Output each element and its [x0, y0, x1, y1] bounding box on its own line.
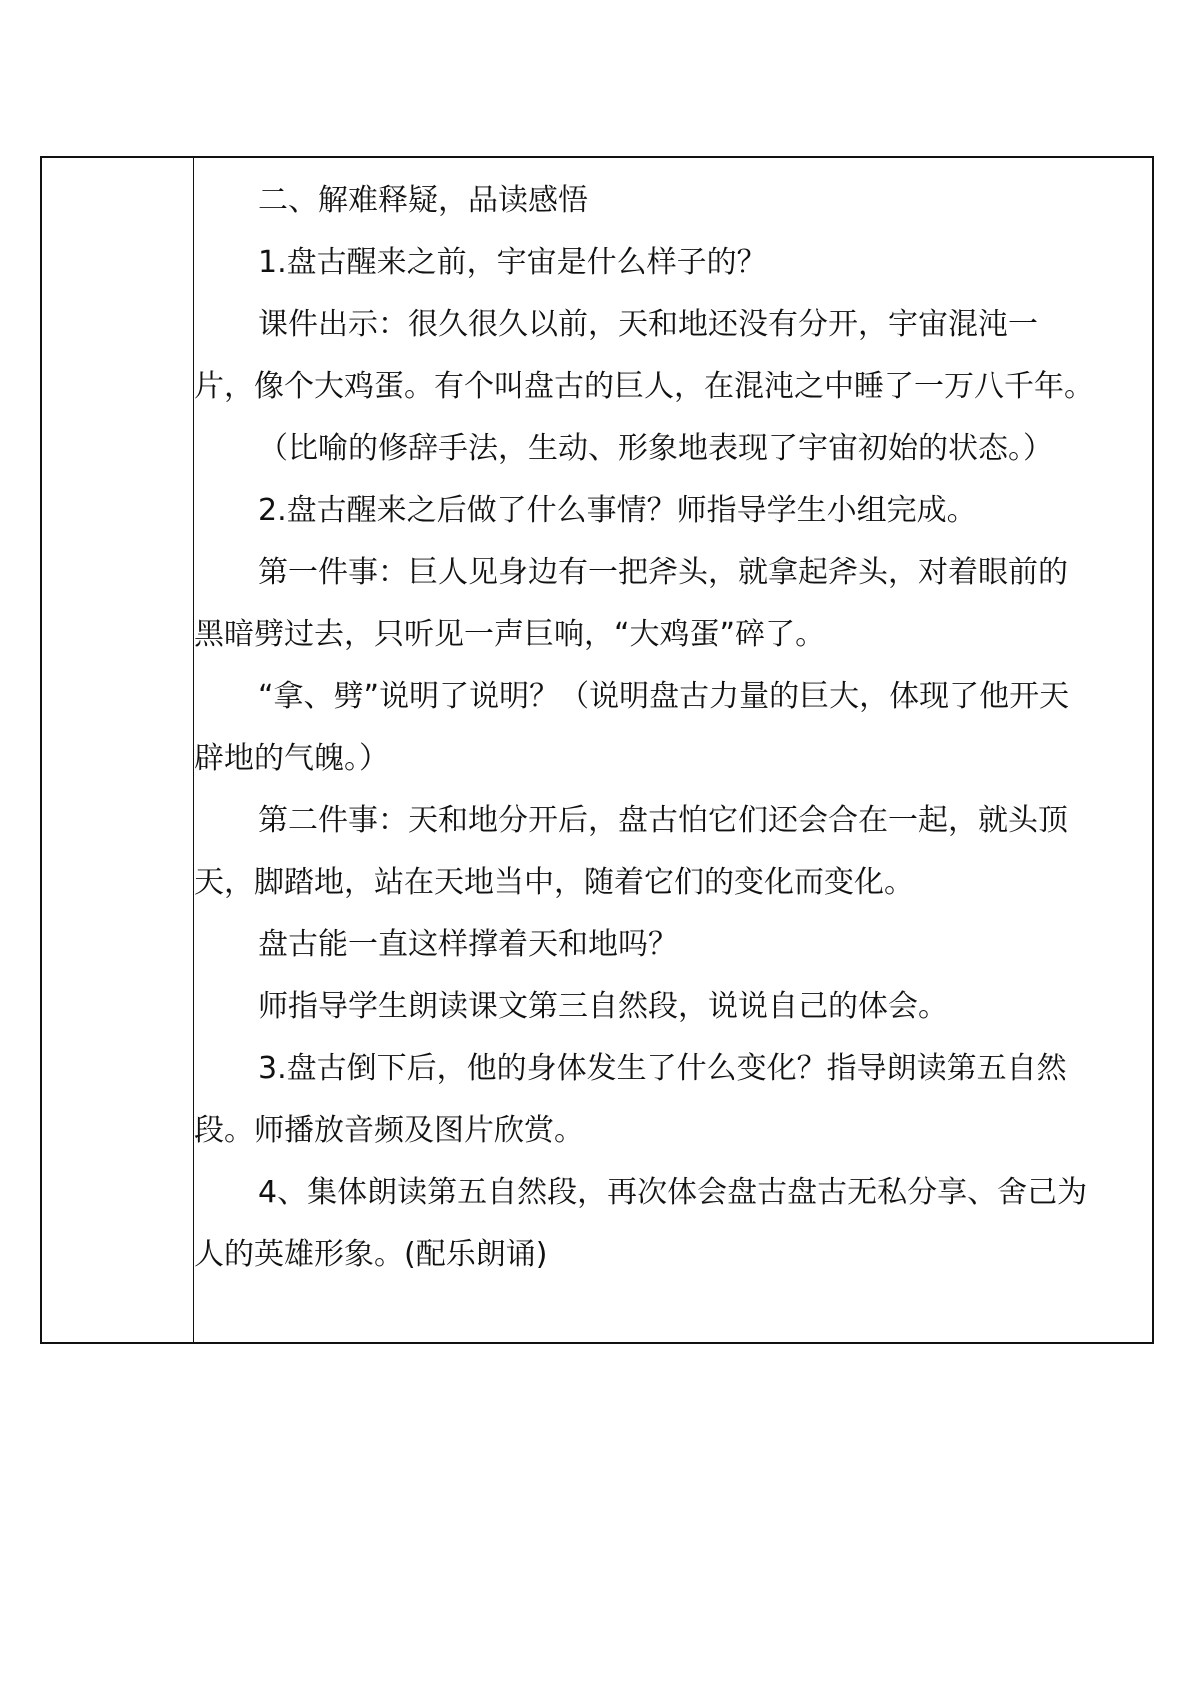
left-label-cell	[42, 158, 194, 1342]
lesson-plan-table	[40, 156, 1154, 1344]
courseware-text-line-2: 片，像个大鸡蛋。有个叫盘古的巨人，在混沌之中睡了一万八千年。	[194, 369, 1094, 404]
section-heading: 二、解难释疑，品读感悟	[258, 183, 588, 218]
discussion-question: 盘古能一直这样撑着天和地吗？	[258, 927, 678, 962]
verb-analysis-line-1: “拿、劈”说明了说明？（说明盘古力量的巨大，体现了他开天	[258, 679, 1070, 714]
rhetoric-note: （比喻的修辞手法，生动、形象地表现了宇宙初始的状态。）	[258, 431, 1053, 466]
first-event-line-2: 黑暗劈过去，只听见一声巨响，“大鸡蛋”碎了。	[194, 617, 826, 652]
activity-4-line-1: 4、集体朗读第五自然段，再次体会盘古盘古无私分享、舍己为	[258, 1175, 1088, 1210]
question-3-line-2: 段。师播放音频及图片欣赏。	[194, 1113, 584, 1148]
question-3-line-1: 3.盘古倒下后，他的身体发生了什么变化？指导朗读第五自然	[258, 1051, 1067, 1086]
question-2: 2.盘古醒来之后做了什么事情？师指导学生小组完成。	[258, 493, 977, 528]
lesson-content-cell	[194, 158, 1152, 1342]
verb-analysis-line-2: 辟地的气魄。）	[194, 741, 389, 776]
activity-4-line-2: 人的英雄形象。(配乐朗诵)	[194, 1237, 548, 1272]
second-event-line-1: 第二件事：天和地分开后，盘古怕它们还会合在一起，就头顶	[258, 803, 1068, 838]
first-event-line-1: 第一件事：巨人见身边有一把斧头，就拿起斧头，对着眼前的	[258, 555, 1068, 590]
question-1: 1.盘古醒来之前，宇宙是什么样子的？	[258, 245, 767, 280]
courseware-text-line-1: 课件出示：很久很久以前，天和地还没有分开，宇宙混沌一	[258, 307, 1038, 342]
second-event-line-2: 天，脚踏地，站在天地当中，随着它们的变化而变化。	[194, 865, 914, 900]
reading-instruction: 师指导学生朗读课文第三自然段，说说自己的体会。	[258, 989, 948, 1024]
